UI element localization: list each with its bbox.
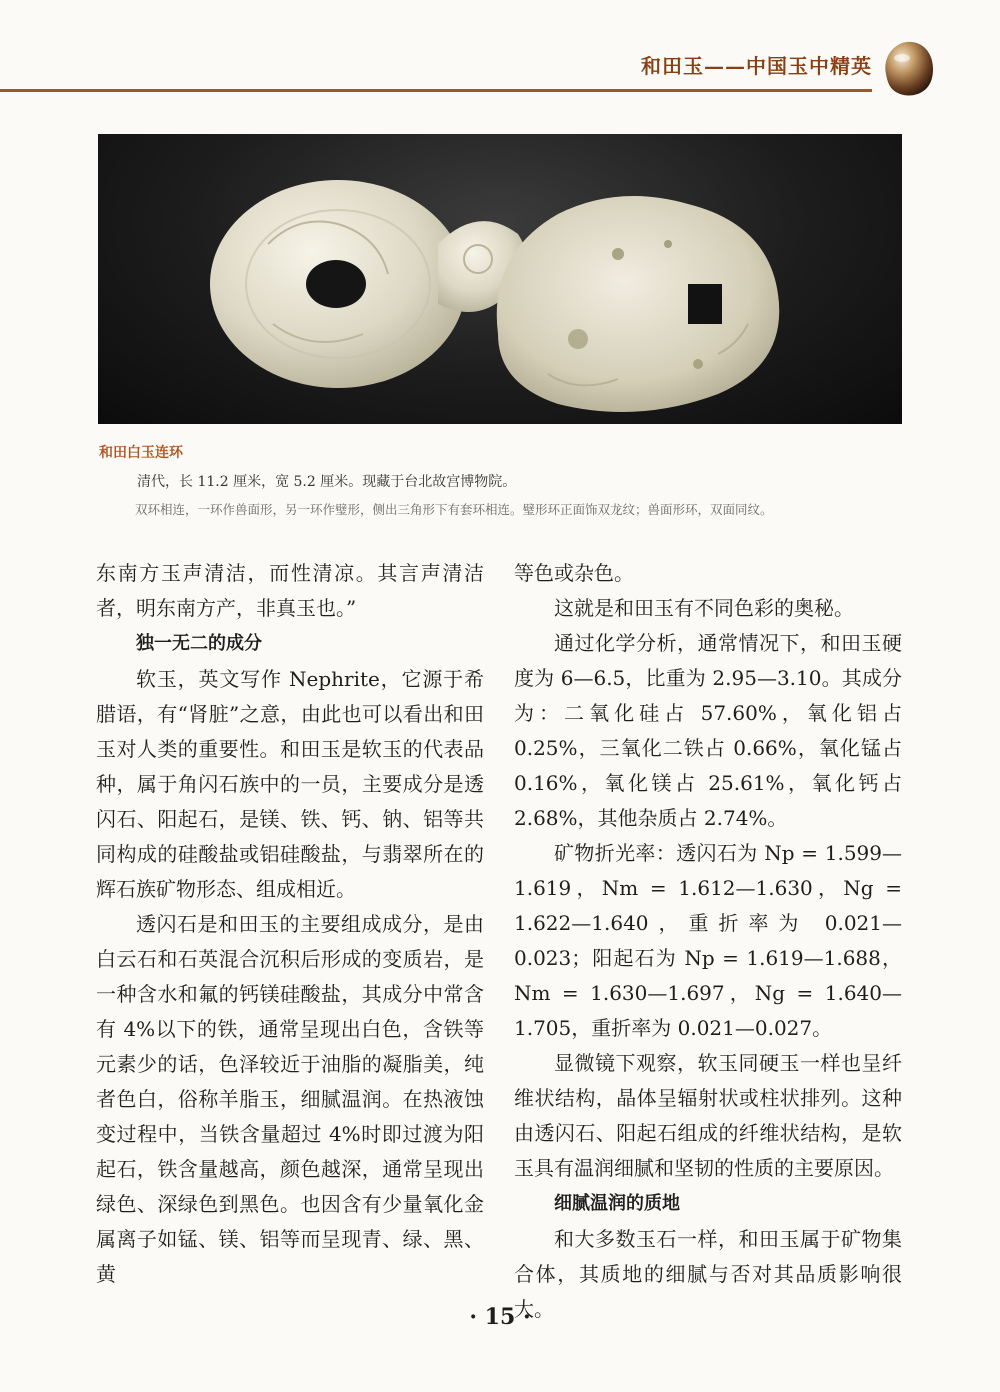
left-column <box>96 556 484 1292</box>
jade-pebble-icon <box>876 34 938 100</box>
figure-caption-title: 和田白玉连环 <box>99 445 183 461</box>
paragraph: 和大多数玉石一样，和田玉属于矿物集合体，其质地的细腻与否对其品质影响很大。 <box>514 1227 902 1321</box>
header-rule <box>0 89 872 92</box>
page-number: · 15 · <box>469 1304 531 1330</box>
paragraph: 软玉，英文写作 Nephrite，它源于希腊语，有“肾脏”之意，由此也可以看出和田玉对人类的重要性。和田玉是软玉的代表品种，属于角闪石族中的一员，主要成分是透闪石、阳起石，是镁、铁、钙、钠、铝等共同构成的硅酸盐或铝硅酸盐，与翡翠所在的辉石族矿物形态、组成相近。 <box>96 667 484 901</box>
paragraph: 矿物折光率：透闪石为 Np = 1.599—1.619，Nm = 1.612—1.630，Ng = 1.622—1.640，重折率为 0.021—0.023；阳起石为 Np = 1.619—1.688，Nm = 1.630—1.697，Ng = 1.640—1.705，重折率为 0.021—0.027。 <box>514 841 902 1040</box>
right-column <box>514 556 902 1327</box>
jade-double-ring-photo <box>98 134 902 424</box>
figure-caption-description: 双环相连，一环作兽面形，另一环作璧形，侧出三角形下有套环相连。璧形环正面饰双龙纹；兽面形环，双面同纹。 <box>135 502 773 517</box>
section-heading: 细腻温润的质地 <box>554 1193 680 1214</box>
paragraph: 等色或杂色。 <box>514 561 634 585</box>
running-header-title: 和田玉——中国玉中精英 <box>641 54 872 78</box>
paragraph: 通过化学分析，通常情况下，和田玉硬度为 6—6.5，比重为 2.95—3.10。其成分为：二氧化硅占 57.60%，氧化铝占 0.25%，三氧化二铁占 0.66%，氧化锰占 0.16%，氧化镁占 25.61%，氧化钙占 2.68%，其他杂质占 2.74%。 <box>514 631 902 830</box>
figure-caption-meta: 清代，长 11.2 厘米，宽 5.2 厘米。现藏于台北故宫博物院。 <box>137 474 517 490</box>
section-heading: 独一无二的成分 <box>136 633 262 654</box>
paragraph: 这就是和田玉有不同色彩的奥秘。 <box>554 596 854 620</box>
paragraph: 透闪石是和田玉的主要组成成分，是由白云石和石英混合沉积后形成的变质岩，是一种含水和氟的钙镁硅酸盐，其成分中常含有 4%以下的铁，通常呈现出白色，含铁等元素少的话，色泽较近于油脂的凝脂美，纯者色白，俗称羊脂玉，细腻温润。在热液蚀变过程中，当铁含量超过 4%时即过渡为阳起石，铁含量越高，颜色越深，通常呈现出绿色、深绿色到黑色。也因含有少量氧化金属离子如锰、镁、铝等而呈现青、绿、黑、黄 <box>96 912 484 1286</box>
paragraph: 显微镜下观察，软玉同硬玉一样也呈纤维状结构，晶体呈辐射状或柱状排列。这种由透闪石、阳起石组成的纤维状结构，是软玉具有温润细腻和坚韧的性质的主要原因。 <box>514 1051 902 1180</box>
paragraph: 东南方玉声清洁，而性清凉。其言声清洁者，明东南方产，非真玉也。” <box>96 561 484 620</box>
